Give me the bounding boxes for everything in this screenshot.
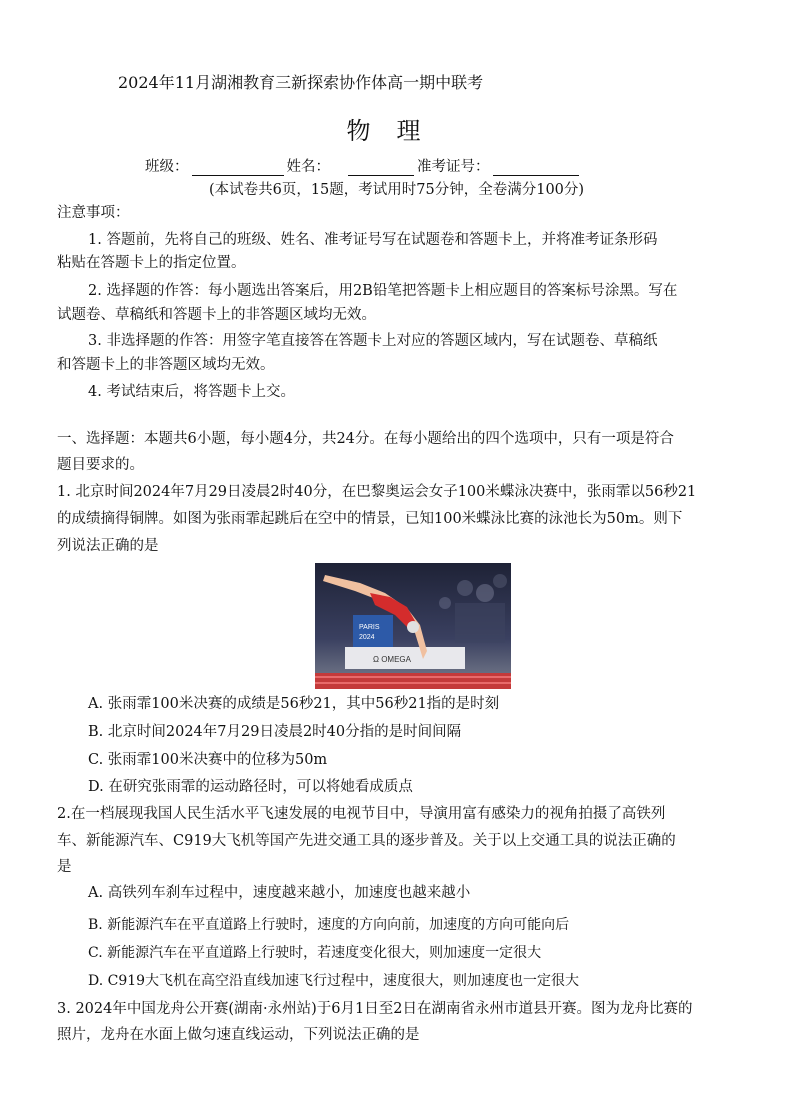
- notes-title: 注意事项：: [57, 205, 130, 221]
- question-1-stem: 1. 北京时间2024年7月29日凌晨2时40分，在巴黎奥运会女子100米蝶泳决赛中，张雨霏以56秒21: [57, 484, 697, 500]
- note-line: 试题卷、草稿纸和答题卡上的非答题区域均无效。: [57, 307, 376, 323]
- id-label: 准考证号：: [417, 159, 490, 175]
- id-blank[interactable]: [493, 161, 579, 176]
- note-line: 和答题卡上的非答题区域均无效。: [57, 357, 275, 373]
- question-1-option-d: D. 在研究张雨霏的运动路径时，可以将她看成质点: [88, 779, 413, 795]
- question-2-option-a: A. 高铁列车刹车过程中，速度越来越小，加速度也越来越小: [88, 885, 471, 901]
- section-heading: 题目要求的。: [57, 457, 144, 473]
- student-info-row: [145, 155, 582, 176]
- class-blank[interactable]: [192, 161, 284, 176]
- note-line: 3. 非选择题的作答：用签字笔直接答在答题卡上对应的答题区域内，写在试题卷、草稿纸: [88, 333, 658, 349]
- question-1-stem: 列说法正确的是: [57, 538, 159, 554]
- note-line: 2. 选择题的作答：每小题选出答案后，用2B铅笔把答题卡上相应题目的答案标号涂黑。写在: [88, 283, 678, 299]
- omega-logo-text: Ω OMEGA: [373, 655, 411, 664]
- question-2-stem: 2.在一档展现我国人民生活水平飞速发展的电视节目中，导演用富有感染力的视角拍摄了高铁列: [57, 806, 666, 822]
- section-heading: 一、选择题：本题共6小题，每小题4分，共24分。在每小题给出的四个选项中，只有一项是符合: [57, 431, 674, 447]
- question-3-stem: 照片，龙舟在水面上做匀速直线运动，下列说法正确的是: [57, 1027, 420, 1043]
- class-label: 班级：: [145, 159, 189, 175]
- question-1-stem: 的成绩摘得铜牌。如图为张雨霏起跳后在空中的情景，已知100米蝶泳比赛的泳池长为50m。则下: [57, 511, 683, 527]
- question-2-stem: 车、新能源汽车、C919大飞机等国产先进交通工具的逐步普及。关于以上交通工具的说法正确的: [57, 833, 676, 849]
- swimmer-photo-illustration: [315, 563, 511, 689]
- note-line: 1. 答题前，先将自己的班级、姓名、准考证号写在试题卷和答题卡上，并将准考证条形码: [88, 232, 658, 248]
- swimmer-photo: [315, 563, 511, 689]
- paris-year-text: 2024: [359, 634, 375, 641]
- note-line: 粘贴在答题卡上的指定位置。: [57, 255, 246, 271]
- question-1-option-b: B. 北京时间2024年7月29日凌晨2时40分指的是时间间隔: [88, 724, 462, 740]
- paris-logo-text: PARIS: [359, 624, 380, 631]
- note-line: 4. 考试结束后，将答题卡上交。: [88, 384, 295, 400]
- exam-info: (本试卷共6页，15题，考试用时75分钟，全卷满分100分): [208, 182, 585, 198]
- exam-title: 2024年11月湖湘教育三新探索协作体高一期中联考: [118, 73, 484, 92]
- question-2-option-d: D. C919大飞机在高空沿直线加速飞行过程中，速度很大，则加速度也一定很大: [88, 973, 580, 989]
- question-3-stem: 3. 2024年中国龙舟公开赛(湖南·永州站)于6月1日至2日在湖南省永州市道县开赛。图为龙舟比赛的: [57, 1001, 693, 1017]
- name-label: 姓名：: [286, 159, 330, 175]
- name-blank[interactable]: [348, 161, 414, 176]
- question-1-option-a: A. 张雨霏100米决赛的成绩是56秒21，其中56秒21指的是时刻: [88, 696, 500, 712]
- question-1-option-c: C. 张雨霏100米决赛中的位移为50m: [88, 752, 328, 768]
- question-2-option-c: C. 新能源汽车在平直道路上行驶时，若速度变化很大，则加速度一定很大: [88, 945, 542, 961]
- subject-title: 物理: [346, 117, 447, 145]
- question-2-option-b: B. 新能源汽车在平直道路上行驶时，速度的方向向前，加速度的方向可能向后: [88, 917, 570, 933]
- question-2-stem: 是: [57, 859, 72, 875]
